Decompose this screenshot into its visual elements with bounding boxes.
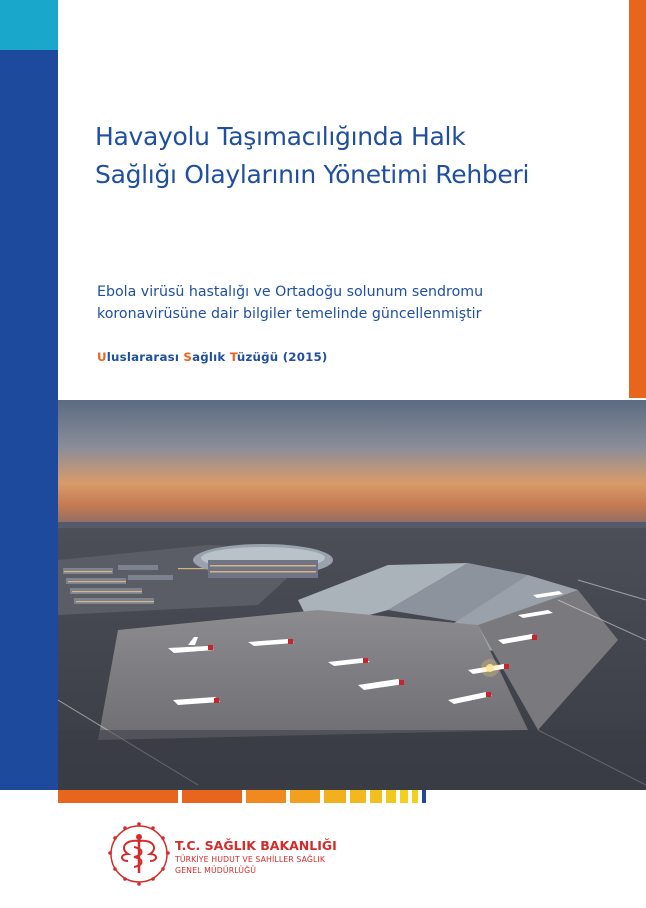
decorative-color-strip xyxy=(58,790,438,803)
regulation-text-2: ağlık xyxy=(192,350,230,364)
regulation-text-3: üzüğü (2015) xyxy=(236,350,328,364)
regulation-initial-s: S xyxy=(183,350,193,364)
title-line-1: Havayolu Taşımacılığında Halk xyxy=(95,122,466,151)
ministry-logo-icon xyxy=(106,821,172,887)
airport-aerial-photo xyxy=(58,400,646,790)
subtitle-line-1: Ebola virüsü hastalığı ve Ortadoğu solunum sendromu xyxy=(97,284,484,300)
directorate-name-line-1: TÜRKİYE HUDUT VE SAHİLLER SAĞLIK xyxy=(175,855,326,864)
document-subtitle xyxy=(97,281,617,325)
regulation-initial-u: U xyxy=(97,350,107,364)
left-blue-bar xyxy=(0,0,58,790)
ministry-name: T.C. SAĞLIK BAKANLIĞI xyxy=(175,838,337,853)
subtitle-line-2: koronavirüsüne dair bilgiler temelinde güncellenmiştir xyxy=(97,306,482,322)
right-orange-bar xyxy=(629,0,646,398)
regulation-reference xyxy=(97,350,328,364)
left-teal-accent xyxy=(0,0,58,50)
document-title xyxy=(95,118,615,194)
regulation-text-1: luslararası xyxy=(106,350,184,364)
regulation-initial-t: T xyxy=(229,350,237,364)
directorate-name-line-2: GENEL MÜDÜRLÜĞÜ xyxy=(175,866,257,875)
title-line-2: Sağlığı Olaylarının Yönetimi Rehberi xyxy=(95,160,530,189)
